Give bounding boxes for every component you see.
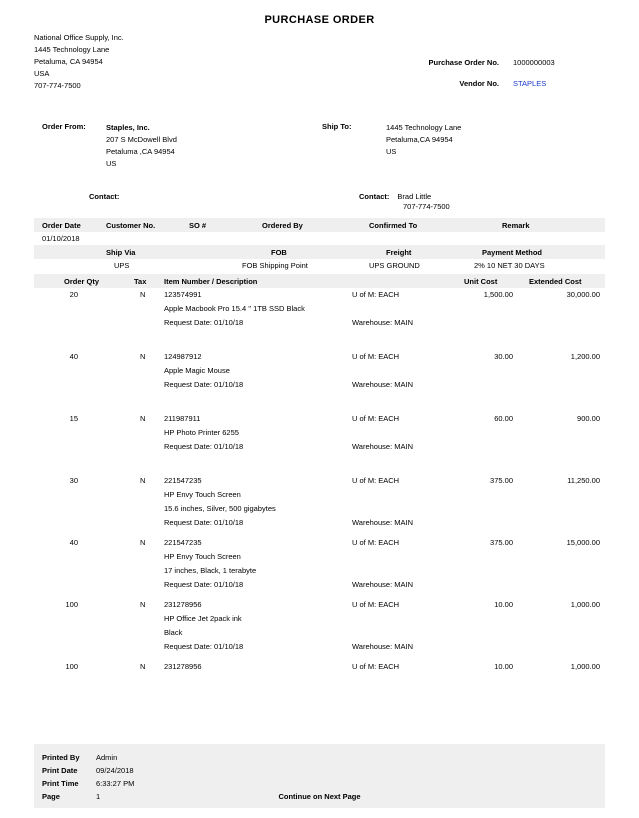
po-number-value: 1000000003 (513, 58, 555, 67)
company-name: National Office Supply, Inc. (34, 33, 124, 42)
row-request-date: Request Date: 01/10/18 (164, 442, 244, 451)
company-phone: 707-774-7500 (34, 81, 81, 90)
table-row (34, 412, 605, 474)
row-warehouse: Warehouse: MAIN (352, 580, 413, 589)
page-footer (34, 744, 605, 808)
row-description: Apple Magic Mouse (164, 366, 230, 375)
footer-print-time-value: 6:33:27 PM (96, 779, 135, 788)
row-order-qty: 15 (69, 414, 78, 423)
summary-header-confirmed-to: Confirmed To (369, 221, 418, 230)
ship-to-line-1: 1445 Technology Lane (386, 123, 462, 132)
summary-header-ordered-by: Ordered By (262, 221, 303, 230)
items-header-item-number: Item Number / Description (164, 277, 258, 286)
ship-to-block (322, 122, 461, 158)
row-request-date: Request Date: 01/10/18 (164, 580, 244, 589)
summary-header-remark: Remark (502, 221, 530, 230)
row-order-qty: 40 (69, 538, 78, 547)
row-uom: U of M: EACH (352, 662, 400, 671)
row-description: HP Office Jet 2pack ink (164, 614, 242, 623)
row-request-date: Request Date: 01/10/18 (164, 642, 244, 651)
footer-print-time-label: Print Time (42, 779, 79, 788)
row-tax: N (140, 538, 146, 547)
row-description-2: 17 inches, Black, 1 terabyte (164, 566, 257, 575)
row-request-date: Request Date: 01/10/18 (164, 318, 244, 327)
footer-print-date-value: 09/24/2018 (96, 766, 134, 775)
order-from-line-3: Petaluma ,CA 94954 (106, 147, 175, 156)
row-uom: U of M: EACH (352, 476, 400, 485)
table-row (34, 474, 605, 536)
row-warehouse: Warehouse: MAIN (352, 442, 413, 451)
row-item-number: 231278956 (164, 600, 202, 609)
row-item-number: 124987912 (164, 352, 202, 361)
row-ext-cost: 1,000.00 (570, 600, 600, 609)
row-item-number: 221547235 (164, 538, 202, 547)
footer-printed-by-label: Printed By (42, 753, 80, 762)
order-from-line-2: 207 S McDowell Blvd (106, 135, 177, 144)
row-ext-cost: 30,000.00 (566, 290, 600, 299)
row-ext-cost: 900.00 (577, 414, 600, 423)
row-tax: N (140, 662, 146, 671)
summary-values-row (34, 232, 605, 245)
row-uom: U of M: EACH (352, 414, 400, 423)
row-uom: U of M: EACH (352, 352, 400, 361)
table-row (34, 350, 605, 412)
footer-print-date-label: Print Date (42, 766, 78, 775)
summary-header-customer-no: Customer No. (106, 221, 156, 230)
page-title: PURCHASE ORDER (264, 14, 375, 26)
purchase-order-page (0, 14, 639, 818)
order-from-heading: Order From: (42, 122, 86, 131)
row-ext-cost: 11,250.00 (567, 476, 600, 485)
items-header-order-qty: Order Qty (64, 277, 100, 286)
order-from-contact (89, 192, 127, 201)
po-meta-block (345, 58, 605, 100)
items-header-tax: Tax (134, 277, 147, 286)
table-row (34, 660, 605, 680)
row-tax: N (140, 290, 146, 299)
summary-value-order-date: 01/10/2018 (42, 234, 80, 243)
shipping-value-payment-method: 2% 10 NET 30 DAYS (474, 261, 545, 270)
row-tax: N (140, 352, 146, 361)
footer-page-label: Page (42, 792, 60, 801)
footer-print-date-row (34, 764, 605, 777)
row-unit-cost: 60.00 (494, 414, 513, 423)
items-table-header (34, 274, 605, 288)
shipping-values-row (34, 259, 605, 272)
ship-to-contact-phone: 707-774-7500 (403, 202, 450, 211)
row-warehouse: Warehouse: MAIN (352, 518, 413, 527)
row-order-qty: 30 (69, 476, 78, 485)
ship-to-heading: Ship To: (322, 122, 352, 131)
summary-header-order-date: Order Date (42, 221, 81, 230)
row-order-qty: 100 (65, 600, 78, 609)
company-city-state-zip: Petaluma, CA 94954 (34, 57, 103, 66)
shipping-value-ship-via: UPS (114, 261, 130, 270)
row-order-qty: 20 (69, 290, 78, 299)
row-ext-cost: 15,000.00 (566, 538, 600, 547)
summary-header-band (34, 218, 605, 232)
table-row (34, 288, 605, 350)
items-header-ext-cost: Extended Cost (529, 277, 582, 286)
row-item-number: 211987911 (164, 414, 201, 423)
row-order-qty: 100 (65, 662, 78, 671)
row-description-2: Black (164, 628, 183, 637)
shipping-value-freight: UPS GROUND (369, 261, 420, 270)
footer-page-value: 1 (96, 792, 101, 801)
row-description: Apple Macbook Pro 15.4 '' 1TB SSD Black (164, 304, 305, 313)
row-uom: U of M: EACH (352, 538, 400, 547)
company-street: 1445 Technology Lane (34, 45, 110, 54)
row-request-date: Request Date: 01/10/18 (164, 518, 244, 527)
shipping-header-freight: Freight (386, 248, 412, 257)
order-from-line-1: Staples, Inc. (106, 123, 150, 132)
po-number-label: Purchase Order No. (428, 58, 499, 67)
row-item-number: 221547235 (164, 476, 202, 485)
vendor-number-row (345, 79, 605, 88)
row-unit-cost: 10.00 (494, 600, 513, 609)
row-unit-cost: 375.00 (490, 538, 513, 547)
row-warehouse: Warehouse: MAIN (352, 318, 413, 327)
order-from-block (42, 122, 177, 170)
ship-to-line-3: US (386, 147, 397, 156)
row-ext-cost: 1,000.00 (570, 662, 600, 671)
footer-printed-by-row (34, 751, 605, 764)
footer-page-row (34, 790, 605, 803)
row-description: HP Envy Touch Screen (164, 552, 241, 561)
row-tax: N (140, 600, 146, 609)
row-item-number: 231278956 (164, 662, 202, 671)
row-warehouse: Warehouse: MAIN (352, 380, 413, 389)
row-unit-cost: 10.00 (494, 662, 513, 671)
footer-continue-text: Continue on Next Page (278, 792, 361, 801)
row-uom: U of M: EACH (352, 600, 400, 609)
row-warehouse: Warehouse: MAIN (352, 642, 413, 651)
row-ext-cost: 1,200.00 (570, 352, 600, 361)
order-from-contact-label: Contact: (89, 192, 120, 201)
row-request-date: Request Date: 01/10/18 (164, 380, 244, 389)
ship-to-contact-label: Contact: (359, 192, 390, 201)
table-row (34, 536, 605, 598)
address-section (34, 122, 605, 218)
company-country: USA (34, 69, 50, 78)
row-tax: N (140, 414, 146, 423)
row-item-number: 123574991 (164, 290, 202, 299)
row-order-qty: 40 (69, 352, 78, 361)
ship-to-contact-value: Brad Little (397, 192, 432, 201)
shipping-header-ship-via: Ship Via (106, 248, 136, 257)
row-unit-cost: 30.00 (494, 352, 513, 361)
vendor-number-value[interactable]: STAPLES (513, 79, 547, 88)
ship-to-line-2: Petaluma,CA 94954 (386, 135, 453, 144)
po-number-row (345, 58, 605, 67)
footer-printed-by-value: Admin (96, 753, 118, 762)
row-uom: U of M: EACH (352, 290, 400, 299)
row-unit-cost: 375.00 (490, 476, 513, 485)
order-from-line-4: US (106, 159, 117, 168)
row-description: HP Photo Printer 6255 (164, 428, 239, 437)
row-unit-cost: 1,500.00 (483, 290, 513, 299)
row-tax: N (140, 476, 146, 485)
row-description: HP Envy Touch Screen (164, 490, 241, 499)
shipping-header-band (34, 245, 605, 259)
shipping-header-payment-method: Payment Method (482, 248, 543, 257)
shipping-header-fob: FOB (271, 248, 287, 257)
shipping-value-fob: FOB Shipping Point (242, 261, 308, 270)
row-description-2: 15.6 inches, Silver, 500 gigabytes (164, 504, 276, 513)
vendor-number-label: Vendor No. (459, 79, 499, 88)
table-row (34, 598, 605, 660)
ship-to-contact (359, 192, 450, 211)
summary-header-so: SO # (189, 221, 207, 230)
items-header-unit-cost: Unit Cost (464, 277, 498, 286)
footer-print-time-row (34, 777, 605, 790)
